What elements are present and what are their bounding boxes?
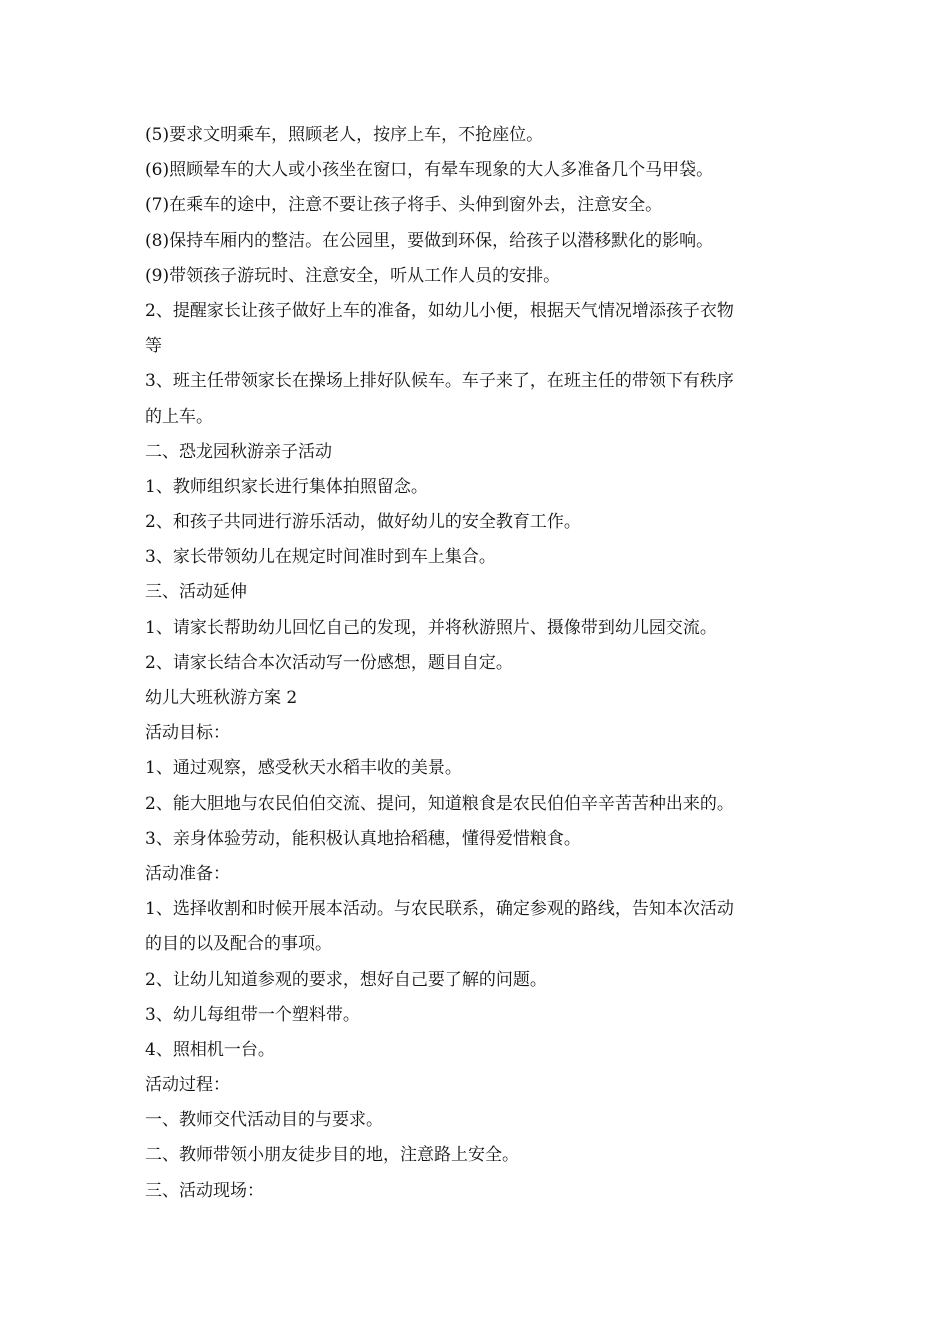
document-body: [145, 118, 810, 1209]
text-line: 三、活动现场：: [145, 1180, 264, 1201]
text-line: (7)在乘车的途中，注意不要让孩子将手、头伸到窗外去，注意安全。: [145, 195, 663, 216]
text-line: 3、幼儿每组带一个塑料带。: [145, 1004, 360, 1025]
section-heading: 二、恐龙园秋游亲子活动: [145, 441, 332, 462]
text-line: (6)照顾晕车的大人或小孩坐在窗口，有晕车现象的大人多准备几个马甲袋。: [145, 160, 714, 181]
section-heading: 活动准备：: [145, 863, 230, 884]
text-line: 1、通过观察，感受秋天水稻丰收的美景。: [145, 758, 462, 779]
text-line: 1、选择收割和时候开展本活动。与农民联系，确定参观的路线，告知本次活动: [145, 899, 734, 920]
section-heading: 三、活动延伸: [145, 582, 247, 603]
text-line: 一、教师交代活动目的与要求。: [145, 1110, 383, 1131]
text-line: 3、亲身体验劳动，能积极认真地拾稻穗，懂得爱惜粮食。: [145, 828, 581, 849]
document-title: 幼儿大班秋游方案 2: [145, 688, 298, 708]
text-line: 1、教师组织家长进行集体拍照留念。: [145, 476, 428, 497]
text-line: 的上车。: [145, 406, 213, 427]
section-heading: 活动过程：: [145, 1075, 230, 1096]
text-line: 4、照相机一台。: [145, 1039, 275, 1060]
text-line: 3、家长带领幼儿在规定时间准时到车上集合。: [145, 547, 496, 568]
text-line: 2、请家长结合本次活动写一份感想，题目自定。: [145, 652, 513, 673]
text-line: 1、请家长帮助幼儿回忆自己的发现，并将秋游照片、摄像带到幼儿园交流。: [145, 617, 717, 638]
text-line: (9)带领孩子游玩时、注意安全，听从工作人员的安排。: [145, 265, 561, 286]
text-line: 3、班主任带领家长在操场上排好队候车。车子来了，在班主任的带领下有秩序: [145, 371, 734, 392]
text-line: 2、让幼儿知道参观的要求，想好自己要了解的问题。: [145, 969, 547, 990]
text-line: 等: [145, 336, 162, 357]
text-line: (5)要求文明乘车，照顾老人，按序上车，不抢座位。: [145, 125, 544, 145]
section-heading: 活动目标：: [145, 723, 230, 744]
text-line: 二、教师带领小朋友徒步目的地，注意路上安全。: [145, 1145, 519, 1166]
text-line: 2、提醒家长让孩子做好上车的准备，如幼儿小便，根据天气情况增添孩子衣物: [145, 300, 734, 321]
text-line: (8)保持车厢内的整洁。在公园里，要做到环保，给孩子以潜移默化的影响。: [145, 230, 714, 251]
text-line: 2、能大胆地与农民伯伯交流、提问，知道粮食是农民伯伯辛辛苦苦种出来的。: [145, 793, 734, 814]
text-line: 2、和孩子共同进行游乐活动，做好幼儿的安全教育工作。: [145, 512, 581, 533]
text-line: 的目的以及配合的事项。: [145, 934, 332, 955]
